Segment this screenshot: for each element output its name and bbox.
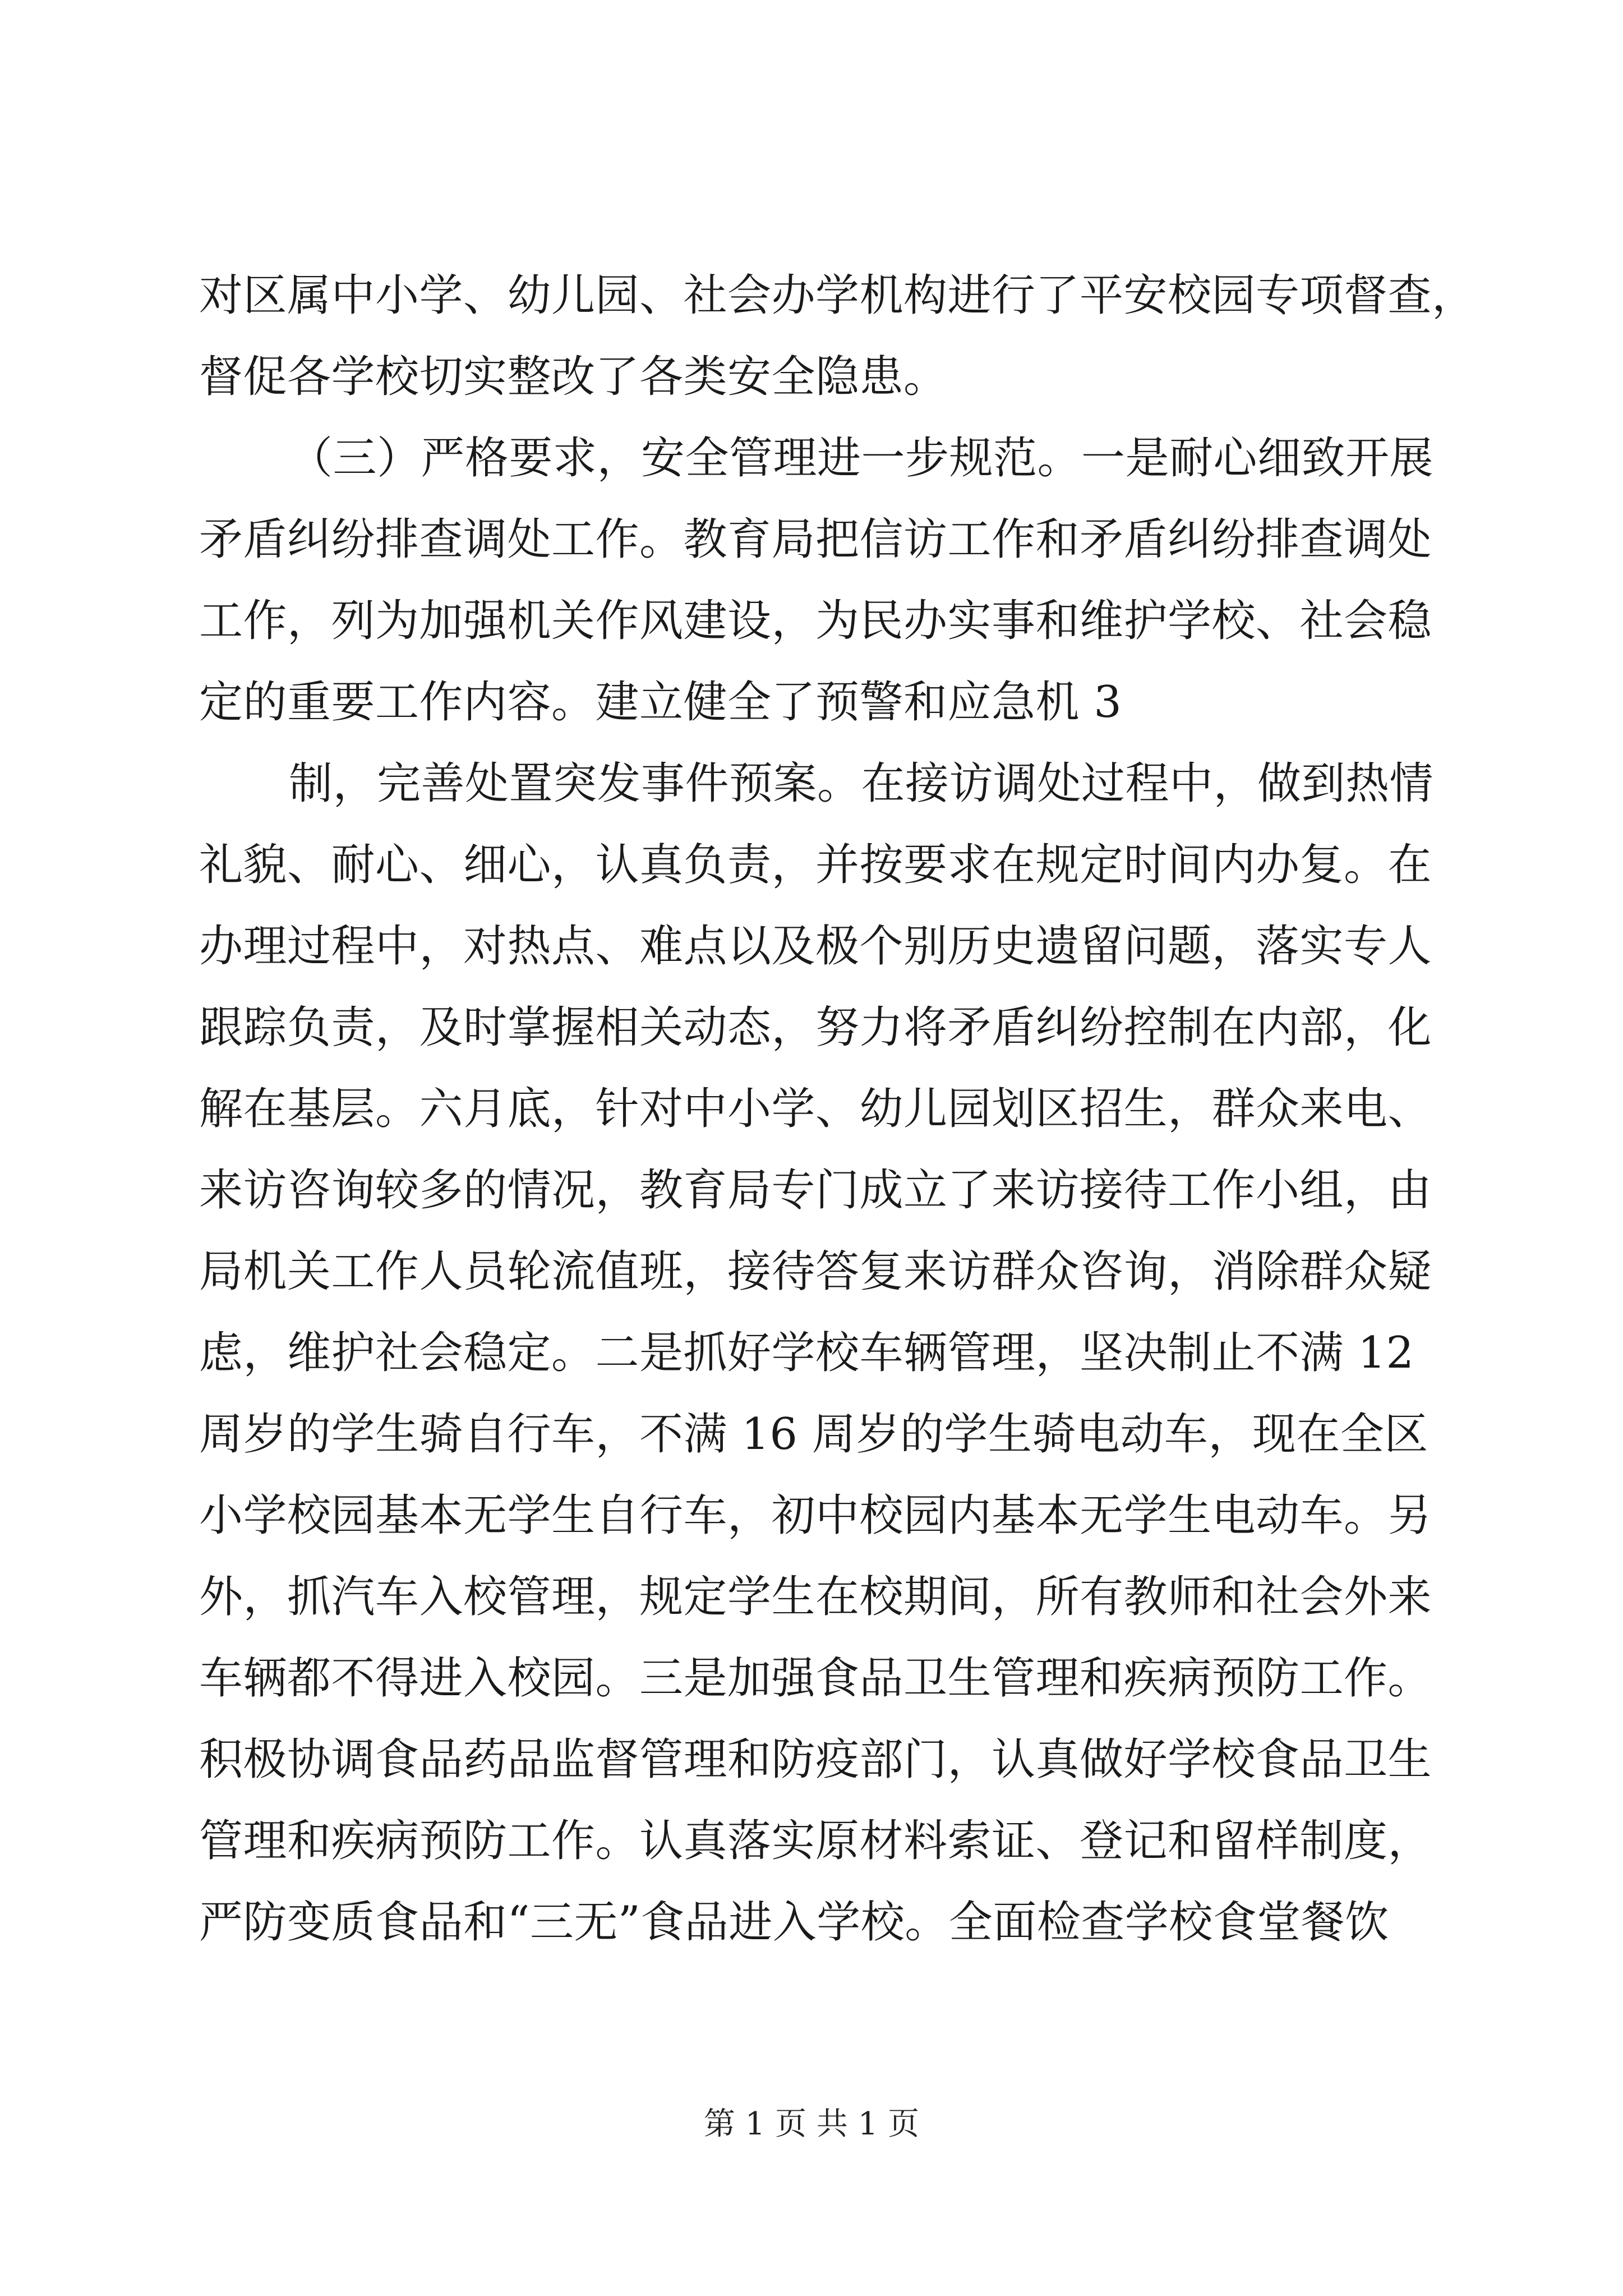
body-text <box>199 255 1476 1963</box>
text-line: 外，抓汽车入校管理，规定学生在校期间，所有教师和社会外来 <box>199 1572 1432 1622</box>
text-line: 对区属中小学、幼儿园、社会办学机构进行了平安校园专项督查， <box>199 270 1476 321</box>
text-line: 制，完善处置突发事件预案。在接访调处过程中，做到热情 <box>289 758 1434 809</box>
text-line: 定的重要工作内容。建立健全了预警和应急机 3 <box>199 677 1122 728</box>
text-line: 周岁的学生骑自行车，不满 16 周岁的学生骑电动车，现在全区 <box>199 1409 1428 1460</box>
text-line: 车辆都不得进入校园。三是加强食品卫生管理和疾病预防工作。 <box>199 1653 1432 1704</box>
text-line: 小学校园基本无学生自行车，初中校园内基本无学生电动车。另 <box>199 1490 1432 1541</box>
text-line: 积极协调食品药品监督管理和防疫部门，认真做好学校食品卫生 <box>199 1734 1432 1785</box>
text-line: 虑，维护社会稳定。二是抓好学校车辆管理，坚决制止不满 12 <box>199 1328 1414 1378</box>
text-line: 矛盾纠纷排查调处工作。教育局把信访工作和矛盾纠纷排查调处 <box>199 514 1432 565</box>
text-line: （三）严格要求，安全管理进一步规范。一是耐心细致开展 <box>289 433 1434 484</box>
text-line: 工作，列为加强机关作风建设，为民办实事和维护学校、社会稳 <box>199 596 1432 646</box>
text-line: 礼貌、耐心、细心，认真负责，并按要求在规定时间内办复。在 <box>199 840 1432 890</box>
page-number-label: 第 1 页 共 1 页 <box>703 2106 920 2142</box>
text-line: 严防变质食品和“三无”食品进入学校。全面检查学校食堂餐饮 <box>199 1897 1389 1948</box>
text-line: 局机关工作人员轮流值班，接待答复来访群众咨询，消除群众疑 <box>199 1246 1432 1297</box>
text-line: 办理过程中，对热点、难点以及极个别历史遗留问题，落实专人 <box>199 921 1432 972</box>
page-footer <box>0 2105 1623 2144</box>
text-line: 管理和疾病预防工作。认真落实原材料索证、登记和留样制度， <box>199 1816 1432 1866</box>
text-line: 解在基层。六月底，针对中小学、幼儿园划区招生，群众来电、 <box>199 1084 1432 1134</box>
text-line: 跟踪负责，及时掌握相关动态，努力将矛盾纠纷控制在内部，化 <box>199 1002 1432 1053</box>
text-line: 来访咨询较多的情况，教育局专门成立了来访接待工作小组，由 <box>199 1165 1432 1216</box>
text-line: 督促各学校切实整改了各类安全隐患。 <box>199 352 948 402</box>
